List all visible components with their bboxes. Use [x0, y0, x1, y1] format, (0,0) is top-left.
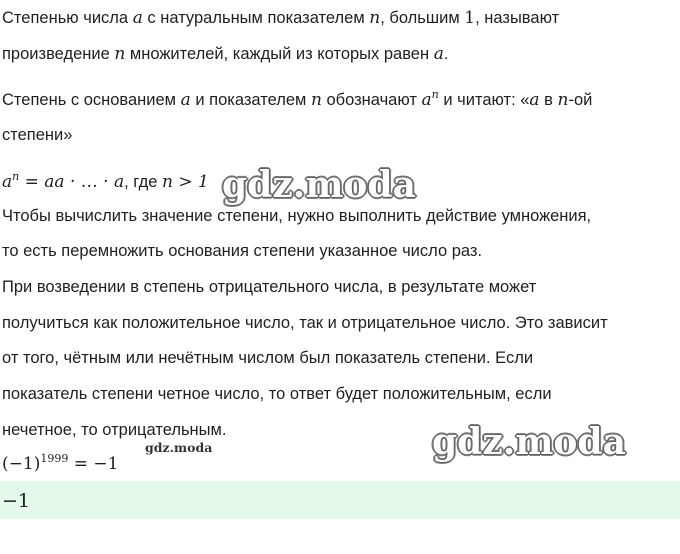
math-var-n: n: [557, 90, 569, 110]
math-var-n: n: [310, 90, 322, 110]
answer-value: −1: [2, 490, 31, 512]
math-var-a: a: [529, 90, 540, 110]
watermark-logo: gdz.moda: [222, 164, 416, 206]
text-line: то есть перемножить основания степени указанное число раз.: [2, 242, 483, 260]
text: .: [443, 45, 449, 63]
text: , называют: [475, 9, 560, 27]
text-line: от того, чётным или нечётным числом был показатель степени. Если: [2, 349, 534, 367]
text: и читают: «: [438, 91, 530, 109]
formula-where: , где: [124, 173, 162, 191]
notation-line-1: [2, 90, 592, 112]
text: -ой: [568, 91, 593, 109]
math-var-n: n: [369, 8, 381, 28]
text: Степень с основанием: [2, 91, 181, 109]
formula-product: = aa · … · a: [19, 172, 125, 192]
math-var-a: a: [180, 90, 191, 110]
formula-exponent: n: [12, 170, 20, 183]
example-exponent: 1999: [40, 452, 69, 465]
text: множителей, каждый из которых равен: [125, 45, 434, 63]
text: обозначают: [321, 91, 422, 109]
example-formula: [2, 454, 118, 476]
text-line: нечетное, то отрицательным.: [2, 421, 227, 439]
answer-box: [0, 481, 680, 519]
text: , большим: [380, 9, 465, 27]
math-var-a: a: [132, 8, 143, 28]
text: Степенью числа: [2, 9, 133, 27]
text-line: При возведении в степень отрицательного числа, в результате может: [2, 278, 537, 296]
text-line: получиться как положительное число, так и отрицательное число. Это зависит: [2, 314, 608, 332]
example-base: (−1): [2, 454, 41, 474]
watermark-small: gdz.moda: [145, 440, 213, 455]
definition-line-2: [2, 44, 448, 64]
text: произведение: [2, 45, 115, 63]
math-power-base: a: [421, 90, 432, 110]
text-line: показатель степени четное число, то ответ будет положительным, если: [2, 385, 552, 403]
math-power-exponent: n: [431, 88, 439, 101]
power-formula: [2, 172, 209, 194]
definition-line-1: [2, 8, 559, 28]
text: в: [539, 91, 558, 109]
text: с натуральным показателем: [142, 9, 370, 27]
math-number-1: 1: [464, 8, 476, 28]
example-result: = −1: [68, 454, 119, 474]
formula-condition: n > 1: [161, 172, 209, 192]
text-line: Чтобы вычислить значение степени, нужно выполнить действие умножения,: [2, 207, 592, 225]
text: и показателем: [190, 91, 311, 109]
formula-base: a: [2, 172, 13, 192]
watermark-logo: gdz.moda: [432, 421, 626, 463]
notation-line-2: степени»: [2, 126, 73, 144]
math-var-a: a: [433, 44, 444, 64]
math-var-n: n: [114, 44, 126, 64]
